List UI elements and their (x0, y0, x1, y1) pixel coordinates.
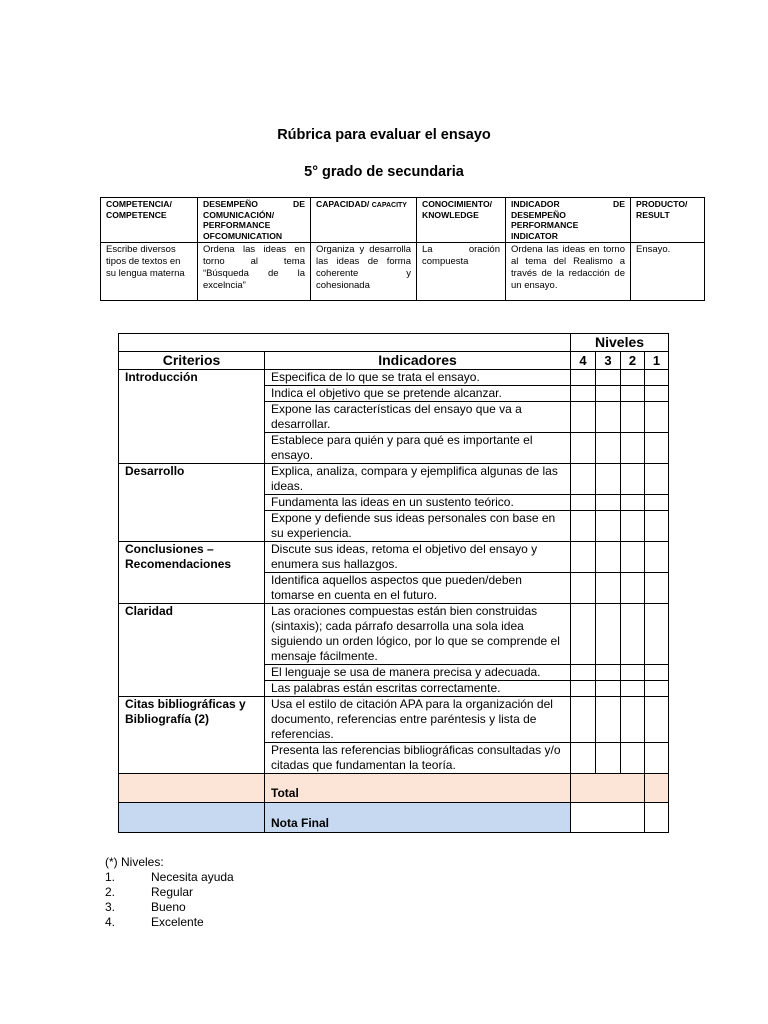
legend-item-label: Necesita ayuda (151, 870, 234, 884)
nota-final-extra-cell[interactable] (645, 803, 669, 833)
niveles-header: Niveles (571, 334, 669, 352)
document-subtitle: 5° grado de secundaria (304, 164, 464, 180)
level-3-cell[interactable] (596, 665, 621, 681)
indicator-text: Las palabras están escritas correctamente. (265, 681, 571, 697)
legend-item-number: 4. (105, 915, 116, 929)
level-2-cell[interactable] (621, 433, 645, 464)
total-label: Total (265, 774, 571, 803)
level-header-1: 1 (645, 352, 669, 370)
level-1-cell[interactable] (645, 697, 669, 743)
level-3-cell[interactable] (596, 743, 621, 774)
indicator-text: Expone y defiende sus ideas personales con base en su experiencia. (265, 511, 571, 542)
cell-competencia: Escribe diversos tipos de textos en su lengua materna (101, 243, 198, 301)
header-capacidad-label: CAPACIDAD/ (316, 199, 370, 209)
level-2-cell[interactable] (621, 604, 645, 665)
criterion-name: Introducción (119, 370, 265, 464)
header-producto: PRODUCTO/ RESULT (631, 198, 705, 243)
legend-item-number: 2. (105, 885, 116, 899)
level-3-cell[interactable] (596, 573, 621, 604)
level-3-cell[interactable] (596, 370, 621, 386)
level-1-cell[interactable] (645, 743, 669, 774)
level-2-cell[interactable] (621, 743, 645, 774)
indicator-text: Establece para quién y para qué es importante el ensayo. (265, 433, 571, 464)
total-value-cell[interactable] (571, 774, 645, 803)
header-capacidad (311, 198, 417, 243)
level-4-cell[interactable] (571, 697, 596, 743)
level-4-cell[interactable] (571, 573, 596, 604)
level-2-cell[interactable] (621, 495, 645, 511)
level-3-cell[interactable] (596, 511, 621, 542)
level-1-cell[interactable] (645, 433, 669, 464)
indicator-text: Especifica de lo que se trata el ensayo. (265, 370, 571, 386)
level-3-cell[interactable] (596, 495, 621, 511)
level-2-cell[interactable] (621, 665, 645, 681)
levels-legend (105, 855, 234, 930)
header-indicador: INDICADOR DE DESEMPEÑO PERFORMANCE INDICATOR (506, 198, 631, 243)
nota-final-label: Nota Final (265, 803, 571, 833)
level-3-cell[interactable] (596, 464, 621, 495)
criterion-name: Conclusiones – Recomendaciones (119, 542, 265, 604)
total-blank (119, 774, 265, 803)
indicator-text: Discute sus ideas, retoma el objetivo del ensayo y enumera sus hallazgos. (265, 542, 571, 573)
level-4-cell[interactable] (571, 743, 596, 774)
level-1-cell[interactable] (645, 370, 669, 386)
level-1-cell[interactable] (645, 573, 669, 604)
level-2-cell[interactable] (621, 511, 645, 542)
total-extra-cell[interactable] (645, 774, 669, 803)
level-4-cell[interactable] (571, 386, 596, 402)
level-3-cell[interactable] (596, 402, 621, 433)
rubric-blank-header (119, 334, 571, 352)
cell-desempeno: Ordena las ideas en torno al tema “Búsqueda de la excelncia” (198, 243, 311, 301)
cell-capacidad: Organiza y desarrolla las ideas de forma coherente y cohesionada (311, 243, 417, 301)
level-4-cell[interactable] (571, 604, 596, 665)
level-4-cell[interactable] (571, 370, 596, 386)
level-3-cell[interactable] (596, 386, 621, 402)
level-2-cell[interactable] (621, 542, 645, 573)
criterion-name: Claridad (119, 604, 265, 697)
level-3-cell[interactable] (596, 697, 621, 743)
level-2-cell[interactable] (621, 697, 645, 743)
levels-legend-heading: (*) Niveles: (105, 855, 164, 869)
cell-conocimiento: La oración compuesta (417, 243, 506, 301)
legend-item (105, 885, 234, 900)
indicator-text: El lenguaje se usa de manera precisa y adecuada. (265, 665, 571, 681)
level-1-cell[interactable] (645, 511, 669, 542)
level-4-cell[interactable] (571, 665, 596, 681)
total-row (119, 774, 669, 803)
level-header-4: 4 (571, 352, 596, 370)
indicator-text: Las oraciones compuestas están bien construidas (sintaxis); cada párrafo desarrolla una sola idea siguiendo un orden lógico, por lo que se comprende el mensaje fácilmente. (265, 604, 571, 665)
nota-blank (119, 803, 265, 833)
table-row (119, 370, 669, 386)
table-row (119, 464, 669, 495)
legend-item-label: Excelente (151, 915, 204, 929)
level-1-cell[interactable] (645, 386, 669, 402)
table-row (119, 697, 669, 743)
level-1-cell[interactable] (645, 665, 669, 681)
criterion-name: Citas bibliográficas y Bibliografía (2) (119, 697, 265, 774)
level-1-cell[interactable] (645, 542, 669, 573)
level-3-cell[interactable] (596, 681, 621, 697)
criterios-header: Criterios (119, 352, 265, 370)
competence-table-row (101, 243, 705, 301)
level-2-cell[interactable] (621, 386, 645, 402)
legend-item (105, 915, 234, 930)
level-1-cell[interactable] (645, 464, 669, 495)
rubric-header-row (119, 352, 669, 370)
cell-producto: Ensayo. (631, 243, 705, 301)
level-1-cell[interactable] (645, 681, 669, 697)
level-2-cell[interactable] (621, 370, 645, 386)
table-row (119, 542, 669, 573)
rubric-table (118, 333, 669, 833)
indicator-text: Usa el estilo de citación APA para la organización del documento, referencias entre paréntesis y lista de referencias. (265, 697, 571, 743)
cell-indicador: Ordena las ideas en torno al tema del Realismo a través de la redacción de un ensayo. (506, 243, 631, 301)
header-capacidad-en: CAPACITY (371, 202, 407, 209)
document-title: Rúbrica para evaluar el ensayo (277, 127, 491, 143)
level-2-cell[interactable] (621, 573, 645, 604)
level-header-3: 3 (596, 352, 621, 370)
level-1-cell[interactable] (645, 604, 669, 665)
indicator-text: Identifica aquellos aspectos que pueden/deben tomarse en cuenta en el futuro. (265, 573, 571, 604)
level-1-cell[interactable] (645, 495, 669, 511)
indicator-text: Indica el objetivo que se pretende alcanzar. (265, 386, 571, 402)
nota-final-value-cell[interactable] (571, 803, 645, 833)
legend-item-number: 3. (105, 900, 116, 914)
rubric-niveles-row (119, 334, 669, 352)
level-2-cell[interactable] (621, 402, 645, 433)
indicator-text: Explica, analiza, compara y ejemplifica algunas de las ideas. (265, 464, 571, 495)
indicadores-header: Indicadores (265, 352, 571, 370)
legend-item (105, 900, 234, 915)
level-3-cell[interactable] (596, 542, 621, 573)
legend-item-label: Bueno (151, 900, 186, 914)
criterion-name: Desarrollo (119, 464, 265, 542)
indicator-text: Fundamenta las ideas en un sustento teórico. (265, 495, 571, 511)
table-row (119, 604, 669, 665)
legend-item-label: Regular (151, 885, 194, 899)
header-desempeno: DESEMPEÑO DE COMUNICACIÓN/ PERFORMANCE OFCOMUNICATION (198, 198, 311, 243)
level-4-cell[interactable] (571, 542, 596, 573)
level-header-2: 2 (621, 352, 645, 370)
indicator-text: Presenta las referencias bibliográficas consultadas y/o citadas que fundamentan la teoría. (265, 743, 571, 774)
header-competencia: COMPETENCIA/ COMPETENCE (101, 198, 198, 243)
level-4-cell[interactable] (571, 511, 596, 542)
level-2-cell[interactable] (621, 464, 645, 495)
legend-item (105, 870, 234, 885)
level-3-cell[interactable] (596, 433, 621, 464)
level-4-cell[interactable] (571, 681, 596, 697)
level-4-cell[interactable] (571, 495, 596, 511)
level-1-cell[interactable] (645, 402, 669, 433)
header-conocimiento: CONOCIMIENTO/ KNOWLEDGE (417, 198, 506, 243)
level-4-cell[interactable] (571, 402, 596, 433)
level-4-cell[interactable] (571, 464, 596, 495)
level-2-cell[interactable] (621, 681, 645, 697)
nota-final-row (119, 803, 669, 833)
level-3-cell[interactable] (596, 604, 621, 665)
level-4-cell[interactable] (571, 433, 596, 464)
competence-table-header (101, 198, 705, 243)
competence-table (100, 197, 705, 301)
legend-item-number: 1. (105, 870, 116, 884)
indicator-text: Expone las características del ensayo que va a desarrollar. (265, 402, 571, 433)
